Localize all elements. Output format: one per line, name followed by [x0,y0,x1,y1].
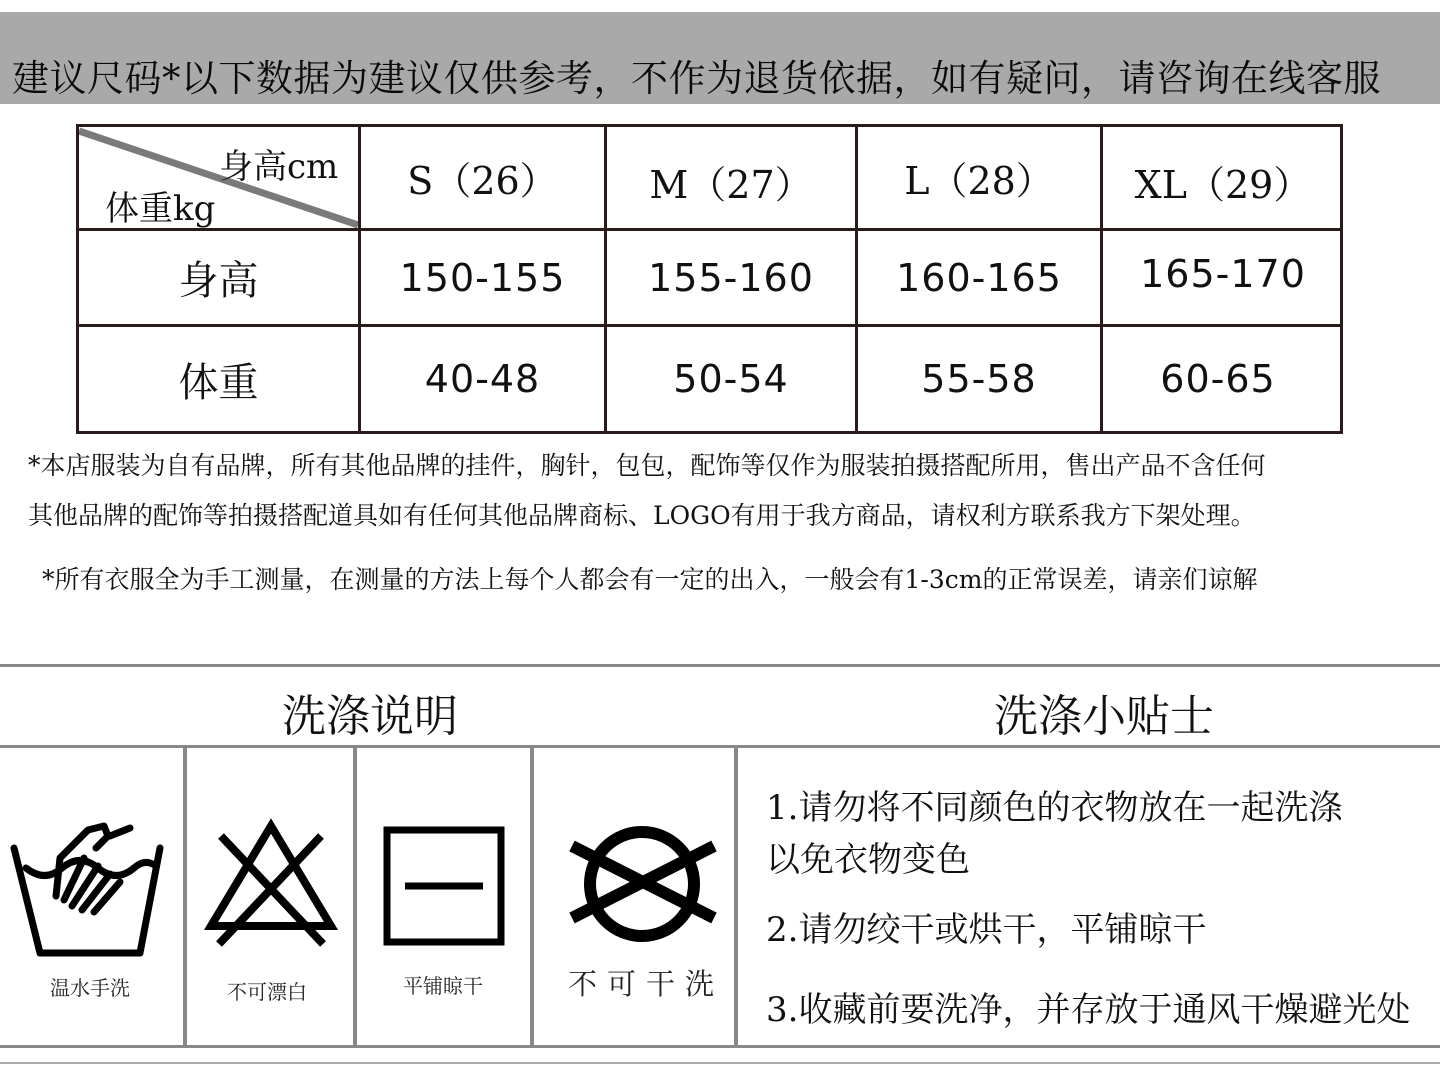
table-cell: 160-165 [896,255,1062,300]
icon-label: 平铺晾干 [403,974,483,998]
size-table [76,124,1343,434]
tip-item: 以免衣物变色 [766,840,970,880]
corner-height-label: 身高cm [219,147,339,187]
section-divider [0,1062,1440,1064]
icon-divider [734,748,738,1045]
table-cell: 155-160 [648,255,814,300]
washing-instructions-title: 洗涤说明 [282,691,458,742]
size-header-l: L（28） [904,159,1054,203]
care-item-no-dry-clean [534,748,734,1045]
dry-flat-icon [357,748,530,1045]
banner-text: 建议尺码*以下数据为建议仅供参考，不作为退货依据，如有疑问，请咨询在线客服 [12,57,1381,100]
table-corner-cell [79,127,358,228]
icon-label: 不可干洗 [568,967,725,1001]
table-cell: 50-54 [673,357,789,401]
brand-note-line-1: *本店服装为自有品牌，所有其他品牌的挂件，胸针，包包，配饰等仅作为服装拍摄搭配所用，售出产品不含任何 [28,451,1266,480]
brand-note-line-2: 其他品牌的配饰等拍摄搭配道具如有任何其他品牌商标、LOGO有用于我方商品，请权利方联系我方下架处理。 [28,501,1256,530]
table-cell: 55-58 [921,357,1037,401]
size-header-s: S（26） [407,159,558,203]
table-cell: 40-48 [424,357,541,401]
washing-tips-title: 洗涤小贴士 [994,691,1214,742]
tip-item: 1.请勿将不同颜色的衣物放在一起洗涤 [766,788,1343,828]
table-cell: 150-155 [399,255,566,300]
row-label-weight: 体重 [178,359,259,406]
table-cell: 165-170 [1140,251,1306,296]
row-label-height: 身高 [178,258,259,304]
section-divider [0,1045,1440,1048]
icon-label: 不可漂白 [227,980,307,1004]
section-divider [0,664,1440,667]
notice-banner [0,12,1440,104]
care-item-hand-wash [0,748,183,1045]
tip-item: 3.收藏前要洗净，并存放于通风干燥避光处 [766,990,1411,1030]
tip-item: 2.请勿绞干或烘干，平铺晾干 [766,910,1207,950]
size-header-xl: XL（29） [1134,163,1312,207]
care-item-dry-flat [357,748,530,1045]
corner-weight-label: 体重kg [105,189,216,229]
icon-label: 温水手洗 [50,976,130,1000]
table-cell: 60-65 [1160,357,1276,401]
care-item-no-bleach [187,748,353,1045]
size-header-m: M（27） [649,163,813,207]
measurement-note: *所有衣服全为手工测量，在测量的方法上每个人都会有一定的出入，一般会有1-3cm的正常误差，请亲们谅解 [42,565,1258,594]
